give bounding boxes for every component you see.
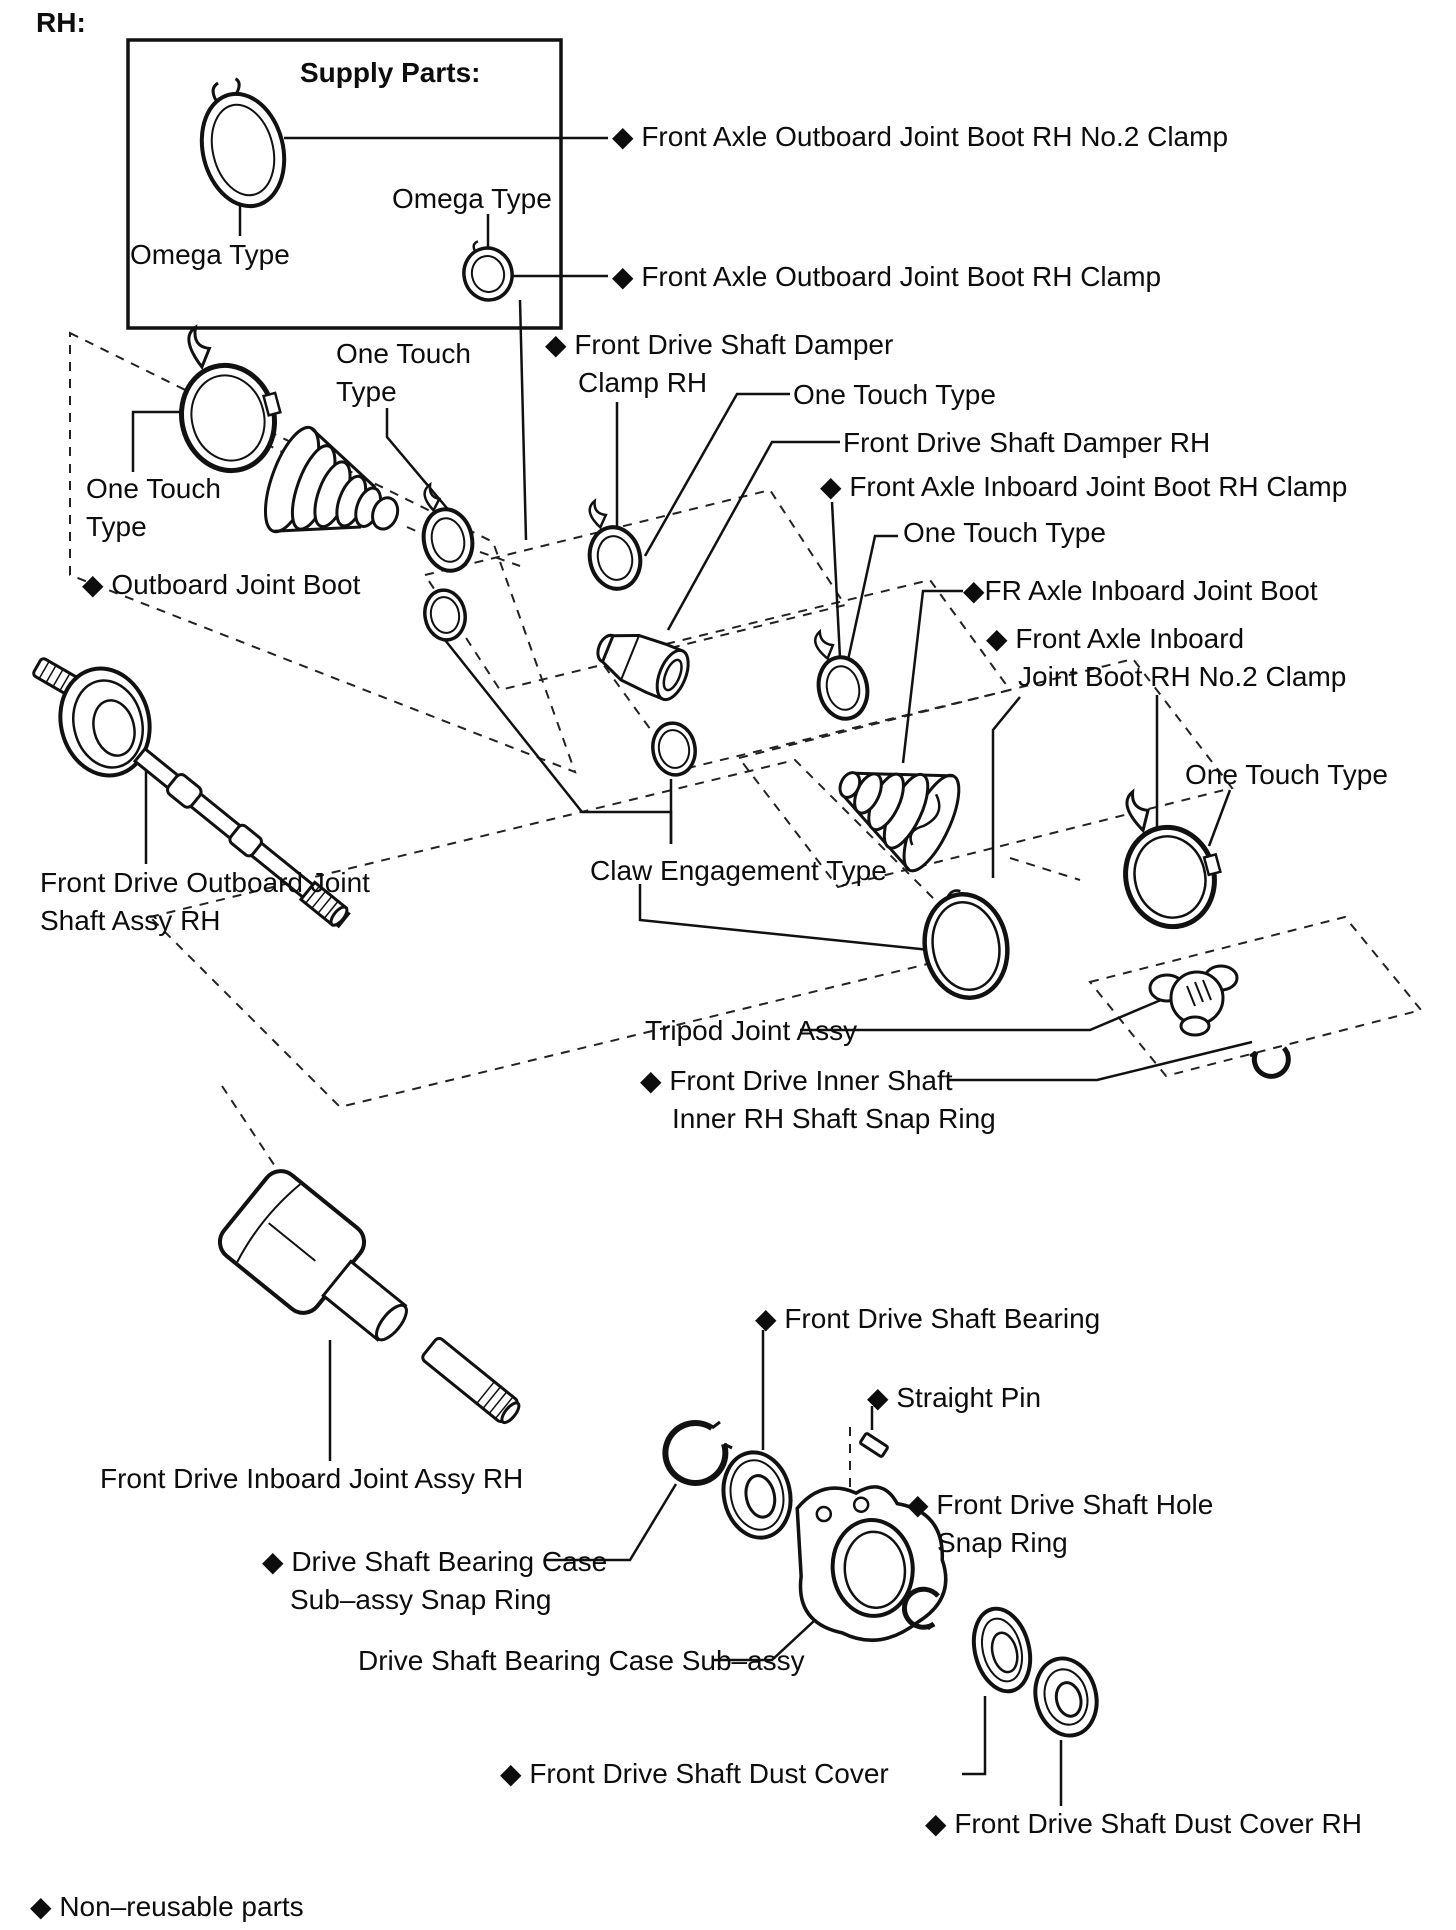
label-omega-type-2: Omega Type bbox=[392, 183, 552, 214]
leader-one-touch-mid bbox=[645, 394, 790, 556]
tripod-joint bbox=[1150, 966, 1237, 1035]
inner-snap-ring bbox=[1250, 1048, 1289, 1076]
label-inner-snap-1: ◆ Front Drive Inner Shaft bbox=[640, 1065, 953, 1096]
leader-dust-cover bbox=[962, 1696, 985, 1774]
legend-non-reusable: ◆ Non–reusable parts bbox=[30, 1891, 304, 1922]
label-outboard-clamp: ◆ Front Axle Outboard Joint Boot RH Clamp bbox=[612, 261, 1162, 292]
label-claw-engagement: Claw Engagement Type bbox=[590, 855, 887, 886]
label-shaft-bearing: ◆ Front Drive Shaft Bearing bbox=[755, 1303, 1101, 1334]
one-touch-clamp-e bbox=[1104, 775, 1232, 936]
claw-ring-large bbox=[916, 883, 1016, 1004]
drive-shaft-damper bbox=[590, 621, 695, 704]
label-inboard-assy: Front Drive Inboard Joint Assy RH bbox=[100, 1463, 524, 1494]
leader-inner-snap bbox=[948, 1042, 1252, 1080]
one-touch-clamp-c bbox=[578, 494, 646, 593]
label-one-touch-left-2: Type bbox=[86, 511, 147, 542]
label-one-touch-left-1: One Touch bbox=[86, 473, 221, 504]
shaft-bearing bbox=[716, 1446, 798, 1544]
claw-ring-mid bbox=[649, 720, 699, 779]
leader-claw-down bbox=[640, 884, 930, 950]
label-one-touch-mid: One Touch Type bbox=[793, 379, 996, 410]
leader-inboard-clamp bbox=[832, 502, 840, 658]
label-one-touch-2: One Touch Type bbox=[903, 517, 1106, 548]
label-inboard-no2-2: Joint Boot RH No.2 Clamp bbox=[1018, 661, 1347, 692]
label-omega-type-1: Omega Type bbox=[130, 239, 290, 270]
label-damper-rh: Front Drive Shaft Damper RH bbox=[843, 427, 1211, 458]
label-one-touch-right: One Touch Type bbox=[1185, 759, 1388, 790]
label-straight-pin: ◆ Straight Pin bbox=[867, 1382, 1042, 1413]
label-dust-cover-rh: ◆ Front Drive Shaft Dust Cover RH bbox=[925, 1808, 1362, 1839]
one-touch-clamp-b bbox=[412, 478, 477, 575]
leader-one-touch-left bbox=[133, 412, 183, 472]
label-case-snap-1: ◆ Drive Shaft Bearing Case bbox=[262, 1546, 608, 1577]
label-outboard-boot: ◆ Outboard Joint Boot bbox=[82, 569, 361, 600]
label-fr-inboard-boot: ◆FR Axle Inboard Joint Boot bbox=[963, 575, 1318, 606]
label-hole-snap-1: ◆ Front Drive Shaft Hole bbox=[907, 1489, 1214, 1520]
label-case-snap-2: Sub–assy Snap Ring bbox=[290, 1584, 552, 1615]
label-one-touch-box-2: Type bbox=[336, 376, 397, 407]
leader-clamp-drop bbox=[520, 300, 526, 540]
dust-cover bbox=[966, 1603, 1039, 1698]
label-tripod: Tripod Joint Assy bbox=[645, 1015, 858, 1046]
one-touch-clamp-a bbox=[159, 312, 292, 481]
label-one-touch-box-1: One Touch bbox=[336, 338, 471, 369]
label-inboard-no2-1: ◆ Front Axle Inboard bbox=[986, 623, 1245, 654]
label-case-subassy: Drive Shaft Bearing Case Sub–assy bbox=[358, 1645, 805, 1676]
supply-box-title: Supply Parts: bbox=[300, 57, 481, 88]
label-inner-snap-2: Inner RH Shaft Snap Ring bbox=[672, 1103, 996, 1134]
side-label: RH: bbox=[36, 7, 86, 38]
claw-ring-small bbox=[421, 587, 469, 643]
leader-inboard-no2-b bbox=[993, 697, 1020, 878]
label-hole-snap-2: Snap Ring bbox=[937, 1527, 1068, 1558]
label-damper-clamp-1: ◆ Front Drive Shaft Damper bbox=[545, 329, 894, 360]
straight-pin bbox=[860, 1433, 888, 1457]
label-outboard-shaft-2: Shaft Assy RH bbox=[40, 905, 221, 936]
dust-cover-rh bbox=[1027, 1652, 1104, 1742]
omega-clamp-large bbox=[187, 71, 296, 215]
label-damper-clamp-2: Clamp RH bbox=[578, 367, 708, 398]
label-outboard-no2-clamp: ◆ Front Axle Outboard Joint Boot RH No.2 Clamp bbox=[612, 121, 1229, 152]
case-snap-ring bbox=[665, 1422, 732, 1483]
label-dust-cover: ◆ Front Drive Shaft Dust Cover bbox=[500, 1758, 889, 1789]
label-outboard-shaft-1: Front Drive Outboard Joint bbox=[40, 867, 370, 898]
label-inboard-clamp: ◆ Front Axle Inboard Joint Boot RH Clamp bbox=[820, 471, 1348, 502]
leader-one-touch-right bbox=[1209, 790, 1230, 846]
leader-fr-inboard-boot bbox=[903, 591, 963, 763]
inboard-joint-assy bbox=[213, 1164, 523, 1427]
